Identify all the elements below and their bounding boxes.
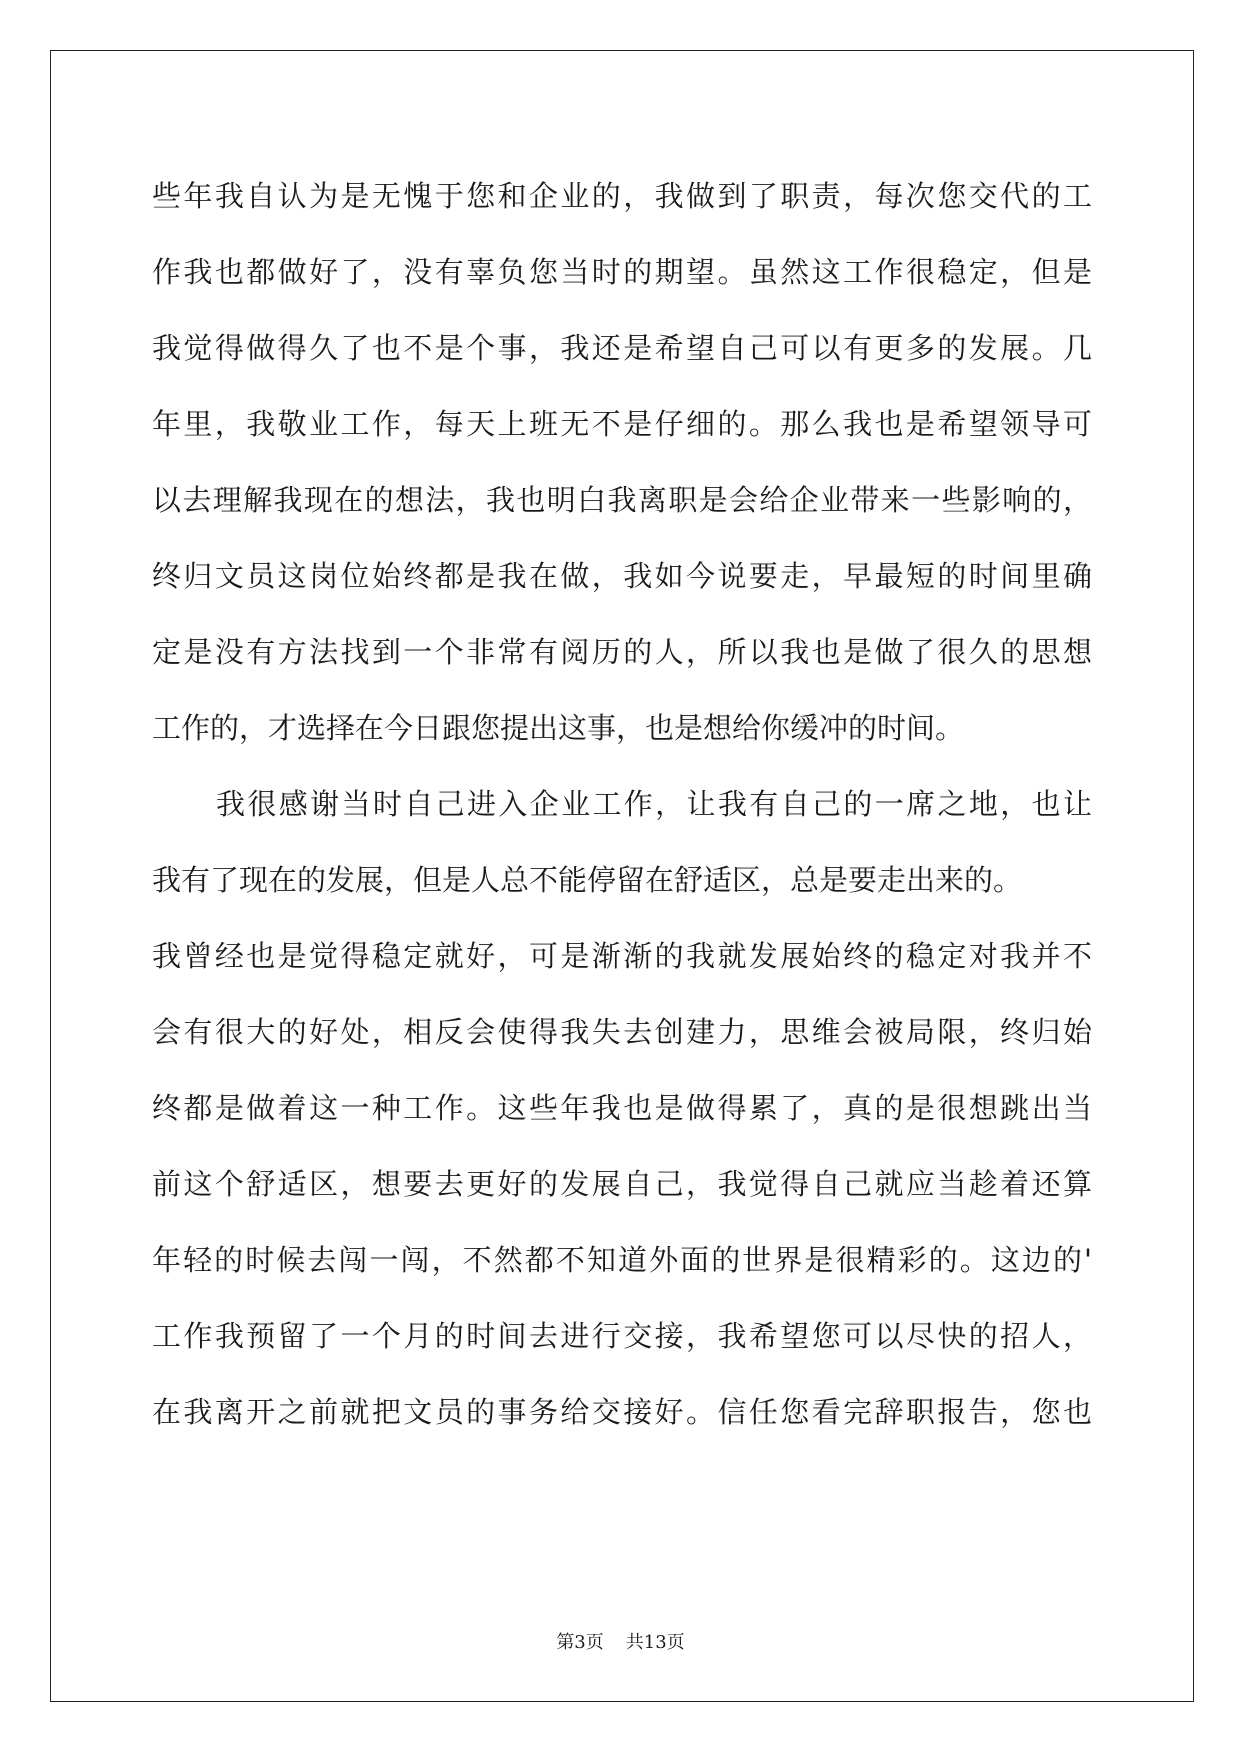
text-line: 定是没有方法找到一个非常有阅历的人，所以我也是做了很久的思想 xyxy=(152,635,1092,669)
text-line: 前这个舒适区，想要去更好的发展自己，我觉得自己就应当趁着还算 xyxy=(152,1167,1092,1201)
document-body xyxy=(152,158,1092,1450)
text-line: 以去理解我现在的想法，我也明白我离职是会给企业带来一些影响的， xyxy=(152,483,1092,517)
text-line: 工作的，才选择在今日跟您提出这事，也是想给你缓冲的时间。 xyxy=(152,711,965,745)
text-line: 些年我自认为是无愧于您和企业的，我做到了职责，每次您交代的工 xyxy=(152,179,1092,213)
text-line: 终都是做着这一种工作。这些年我也是做得累了，真的是很想跳出当 xyxy=(152,1091,1092,1125)
text-line: 工作我预留了一个月的时间去进行交接，我希望您可以尽快的招人， xyxy=(152,1319,1092,1353)
text-line: 终归文员这岗位始终都是我在做，我如今说要走，早最短的时间里确 xyxy=(152,559,1092,593)
text-line: 年里，我敬业工作，每天上班无不是仔细的。那么我也是希望领导可 xyxy=(152,407,1092,441)
page-total: 共13页 xyxy=(625,1632,685,1653)
page-footer xyxy=(0,1628,1241,1654)
text-line: 我觉得做得久了也不是个事，我还是希望自己可以有更多的发展。几 xyxy=(152,331,1092,365)
text-line: 年轻的时候去闯一闯，不然都不知道外面的世界是很精彩的。这边的' xyxy=(152,1243,1092,1277)
paragraph-start-line: 我很感谢当时自己进入企业工作，让我有自己的一席之地，也让 xyxy=(216,787,1092,821)
page-number: 第3页 xyxy=(556,1632,604,1653)
text-line: 会有很大的好处，相反会使得我失去创建力，思维会被局限，终归始 xyxy=(152,1015,1092,1049)
text-line: 作我也都做好了，没有辜负您当时的期望。虽然这工作很稳定，但是 xyxy=(152,255,1092,289)
text-line: 我曾经也是觉得稳定就好，可是渐渐的我就发展始终的稳定对我并不 xyxy=(152,939,1092,973)
text-line: 在我离开之前就把文员的事务给交接好。信任您看完辞职报告，您也 xyxy=(152,1395,1092,1429)
text-line: 我有了现在的发展，但是人总不能停留在舒适区，总是要走出来的。 xyxy=(152,863,1023,897)
